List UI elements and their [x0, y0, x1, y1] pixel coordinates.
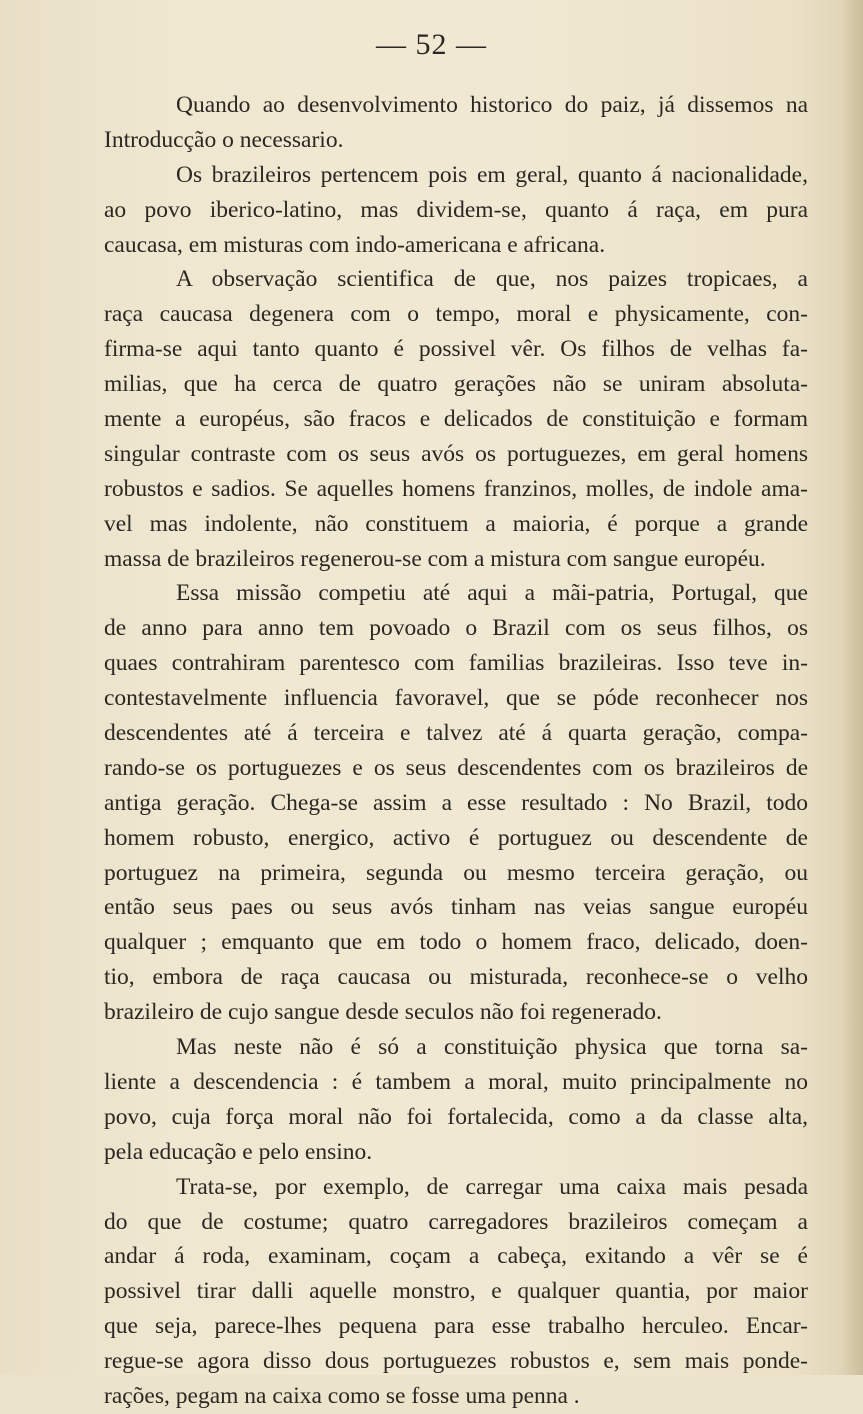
text-line: ao povo iberico-latino, mas dividem-se, quanto á raça, em pura [104, 196, 808, 223]
text-line: homem robusto, energico, activo é portuguez ou descendente de [104, 824, 808, 851]
text-line: raça caucasa degenera com o tempo, moral e physicamente, con- [104, 301, 808, 328]
text-line: andar á roda, examinam, coçam a cabeça, exitando a vêr se é [104, 1243, 808, 1270]
text-line: liente a descendencia : é tambem a moral, muito principalmente no [104, 1068, 808, 1095]
text-line: descendentes até á terceira e talvez até á quarta geração, compa- [104, 720, 808, 747]
text-line: de anno para anno tem povoado o Brazil com os seus filhos, os [104, 615, 808, 642]
page-number: — 52 — [376, 28, 487, 61]
text-line: massa de brazileiros regenerou-se com a mistura com sangue européu. [104, 545, 766, 572]
text-line: rações, pegam na caixa como se fosse uma penna . [104, 1382, 580, 1409]
text-line: robustos e sadios. Se aquelles homens franzinos, molles, de indole ama- [104, 475, 808, 502]
text-line: mente a européus, são fracos e delicados de constituição e formam [104, 406, 808, 433]
text-line: regue-se agora disso dous portuguezes robustos e, sem mais ponde- [104, 1348, 808, 1375]
body-text [104, 88, 808, 1414]
text-line: contestavelmente influencia favoravel, que se póde reconhecer nos [104, 685, 808, 712]
text-line: pela educação e pelo ensino. [104, 1138, 373, 1165]
text-line: que seja, parece-lhes pequena para esse trabalho herculeo. Encar- [104, 1313, 808, 1340]
page-edge-shadow [841, 0, 863, 1375]
text-line: Introducção o necessario. [104, 126, 344, 153]
text-line: rando-se os portuguezes e os seus descendentes com os brazileiros de [104, 754, 808, 781]
text-line: caucasa, em misturas com indo-americana e africana. [104, 231, 606, 258]
text-line: singular contraste com os seus avós os portuguezes, em geral homens [104, 440, 808, 467]
text-line: antiga geração. Chega-se assim a esse resultado : No Brazil, todo [104, 789, 808, 816]
text-line: milias, que ha cerca de quatro gerações não se uniram absoluta- [104, 371, 808, 398]
text-line: firma-se aqui tanto quanto é possivel vêr. Os filhos de velhas fa- [104, 336, 808, 363]
text-line: do que de costume; quatro carregadores brazileiros começam a [104, 1208, 808, 1235]
text-line: portuguez na primeira, segunda ou mesmo terceira geração, ou [104, 859, 808, 886]
text-line: vel mas indolente, não constituem a maioria, é porque a grande [104, 510, 808, 537]
text-line: Essa missão competiu até aqui a mãi-patria, Portugal, que [176, 580, 808, 607]
text-line: tio, embora de raça caucasa ou misturada, reconhece-se o velho [104, 964, 808, 991]
text-line: qualquer ; emquanto que em todo o homem fraco, delicado, doen- [104, 929, 808, 956]
text-line: Os brazileiros pertencem pois em geral, quanto á nacionalidade, [176, 161, 808, 188]
text-line: brazileiro de cujo sangue desde seculos não foi regenerado. [104, 999, 662, 1026]
text-line: Trata-se, por exemplo, de carregar uma caixa mais pesada [176, 1173, 808, 1200]
text-line: Quando ao desenvolvimento historico do paiz, já dissemos na [176, 92, 808, 118]
text-line: Mas neste não é só a constituição physica que torna sa- [176, 1034, 808, 1061]
text-line: povo, cuja força moral não foi fortalecida, como a da classe alta, [104, 1103, 808, 1130]
text-line: então seus paes ou seus avós tinham nas veias sangue européu [104, 894, 808, 921]
text-line: A observação scientifica de que, nos paizes tropicaes, a [176, 266, 808, 293]
text-line: quaes contrahiram parentesco com familias brazileiras. Isso teve in- [104, 650, 808, 677]
text-line: possivel tirar dalli aquelle monstro, e qualquer quantia, por maior [104, 1278, 808, 1305]
